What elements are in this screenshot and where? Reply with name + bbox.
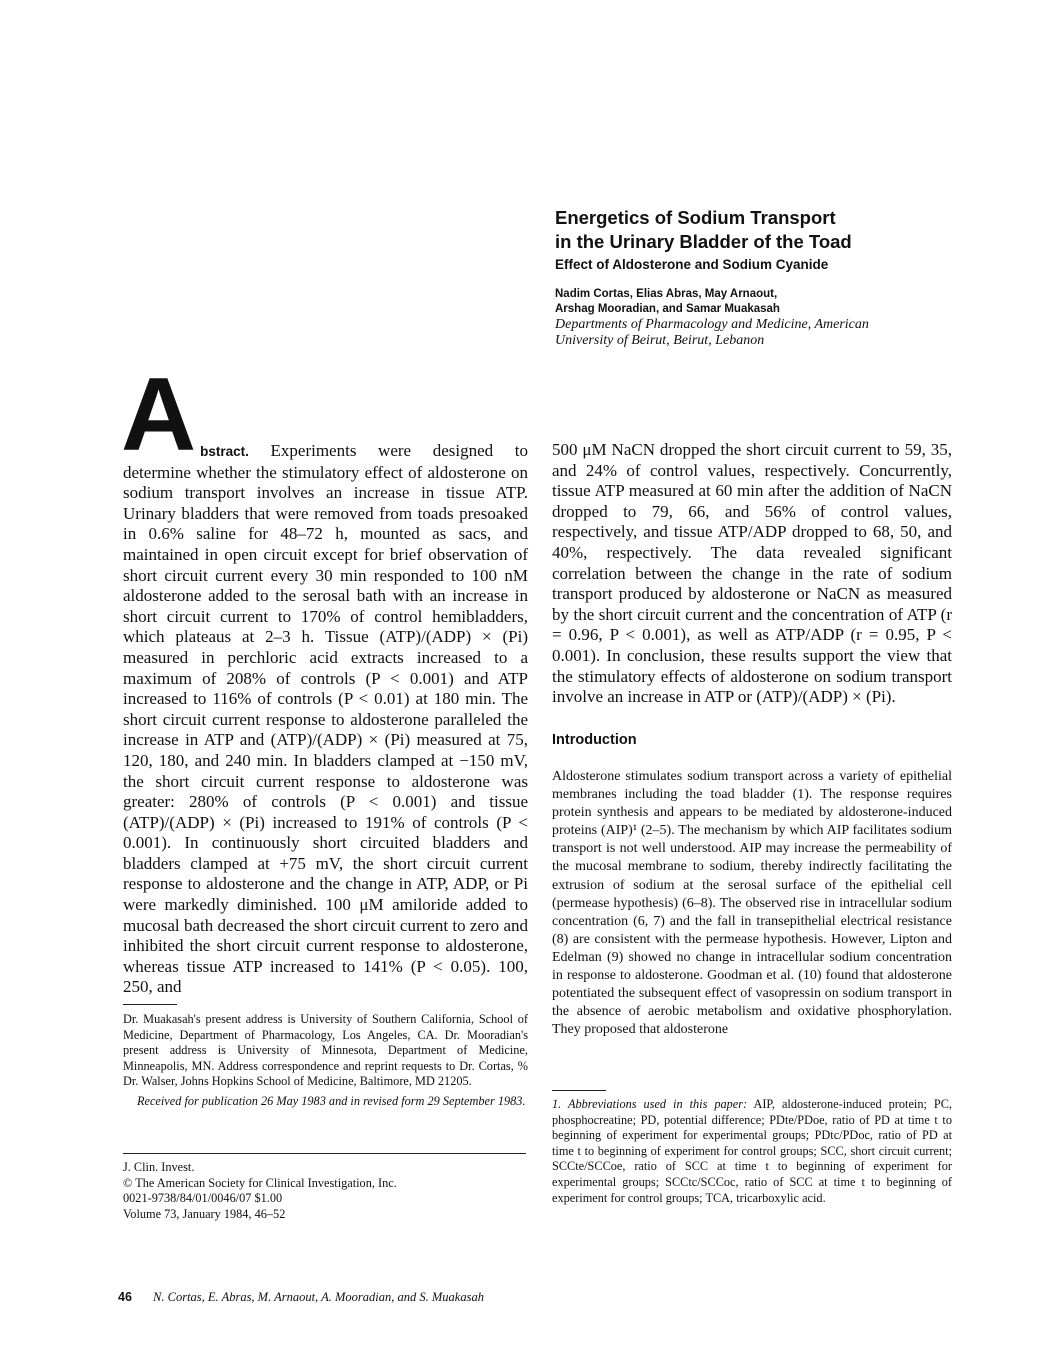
volume-line: Volume 73, January 1984, 46–52 — [123, 1206, 286, 1221]
address-note: Dr. Muakasah's present address is University of Southern California, School of Medicine, Department of Pharmacology, Los Angeles, CA. Dr. Mooradian's present address is University of Minnesota, Department of Medicine, Minneapolis, MN. Address correspondence and reprint requests to Dr. Cortas, % Dr. Walser, Johns Hopkins School of Medicine, Baltimore, MD 21205. — [123, 1012, 528, 1089]
issn-code: 0021-9738/84/01/0046/07 $1.00 — [123, 1191, 283, 1206]
title-line-1: Energetics of Sodium Transport — [555, 207, 836, 228]
title-line-2: in the Urinary Bladder of the Toad — [555, 231, 852, 252]
copyright-line: © The American Society for Clinical Investigation, Inc. — [123, 1175, 397, 1190]
footnote-lead: 1. Abbreviations used in this paper: — [552, 1097, 748, 1111]
page-number: 46 — [118, 1290, 132, 1304]
running-footer — [118, 1290, 484, 1305]
introduction-heading: Introduction — [552, 732, 637, 748]
authors-line-2: Arshag Mooradian, and Samar Muakasah — [555, 303, 780, 315]
abstract-part-1 — [121, 357, 528, 998]
footnote-divider — [552, 1090, 606, 1091]
notes-divider — [123, 1004, 177, 1005]
abbreviations-footnote — [552, 1097, 952, 1206]
introduction-text: Aldosterone stimulates sodium transport across a variety of epithelial membranes including the toad bladder (1). The response requires protein synthesis and appears to be mediated by aldosterone-induced proteins (AIP)¹ (2–5). The mechanism by which AIP facilitates sodium transport is not well understood. AIP may increase the permeability of the mucosal membrane to sodium, thereby indirectly facilitating the extrusion of sodium at the serosal surface of the epithelial cell (permease hypothesis) (6–8). The observed rise in intracellular sodium concentration (6, 7) and the fall in transepithelial electrical resistance (8) are consistent with the permease hypothesis. However, Lipton and Edelman (9) showed no change in intracellular sodium concentration in response to aldosterone. Goodman et al. (10) found that aldosterone potentiated the subsequent effect of vasopressin on sodium transport in the absence of aerobic metabolism and oxidative phosphorylation. They proposed that aldosterone — [552, 769, 952, 1038]
article-subtitle: Effect of Aldosterone and Sodium Cyanide — [555, 257, 829, 272]
affiliation — [555, 317, 975, 349]
pubinfo-divider — [123, 1153, 526, 1154]
journal-abbrev: J. Clin. Invest. — [123, 1160, 195, 1174]
author-list — [555, 287, 975, 317]
authors-line-1: Nadim Cortas, Elias Abras, May Arnaout, — [555, 288, 778, 300]
article-title — [555, 206, 975, 254]
affiliation-line-2: University of Beirut, Beirut, Lebanon — [555, 333, 765, 348]
abstract-heading: bstract. — [200, 444, 249, 459]
abstract-text-1: Experiments were designed to determine whether the stimulatory effect of aldosterone on sodium transport involves an increase in tissue ATP. Urinary bladders that were removed from toads presoaked in 0.6% saline for 48–72 h, mounted as sacs, and maintained in open circuit except for brief observation of short circuit current every 30 min responded to 100 nM aldosterone added to the serosal bath with an increase in short circuit current to 170% of control hemibladders, which plateaus at 2–3 h. Tissue (ATP)/(ADP) × (Pi) measured in perchloric acid extracts increased to a maximum of 208% of controls (P < 0.001) and ATP increased to 116% of controls (P < 0.01) at 180 min. The short circuit current response to aldosterone paralleled the increase in ATP and (ATP)/(ADP) × (Pi) measured at 75, 120, 180, and 240 min. In bladders clamped at −150 mV, the short circuit current response to aldosterone was greater: 280% of controls (P < 0.001) and tissue (ATP)/(ADP) × (Pi) increased to 191% of controls (P < 0.001). In continuously short circuited bladders and bladders clamped at +75 mV, the short circuit current response to aldosterone and the change in ATP, ADP, or Pi were markedly diminished. 100 μM amiloride added to mucosal bath decreased the short circuit current to zero and inhibited the short circuit current response to aldosterone, whereas tissue ATP increased to 141% (P < 0.05). 100, 250, and — [123, 441, 528, 997]
affiliation-line-1: Departments of Pharmacology and Medicine, American — [555, 317, 869, 332]
abstract-part-2: 500 μM NaCN dropped the short circuit current to 59, 35, and 24% of control values, respectively. Concurrently, tissue ATP measured at 60 min after the addition of NaCN dropped to 79, 66, and 56% of control values, respectively, and tissue ATP/ADP dropped to 68, 50, and 40%, respectively. The data revealed significant correlation between the change in the rate of sodium transport produced by aldosterone or NaCN as measured by the short circuit current and the concentration of ATP (r = 0.96, P < 0.001), as well as ATP/ADP (r = 0.95, P < 0.001). In conclusion, these results support the view that the stimulatory effects of aldosterone on sodium transport involve an increase in ATP or (ATP)/(ADP) × (Pi). — [552, 440, 952, 707]
footnote-text: AIP, aldosterone-induced protein; PC, phosphocreatine; PD, potential difference; PDte/PDoe, ratio of PD at time t to beginning of experiment for experimental groups; PDtc/PDoc, ratio of PD at time t to beginning of experiment for control groups; SCC, short circuit current; SCCte/SCCoe, ratio of SCC at time t to beginning of experiment for experimental groups; SCCtc/SCCoc, ratio of SCC at time t to beginning of experiment for control groups; TCA, tricarboxylic acid. — [552, 1097, 953, 1205]
author-notes — [123, 1012, 528, 1110]
publication-info — [123, 1160, 528, 1222]
abstract-dropcap: A — [121, 357, 197, 473]
running-authors: N. Cortas, E. Abras, M. Arnaout, A. Mooradian, and S. Muakasah — [153, 1290, 484, 1304]
received-note: Received for publication 26 May 1983 and in revised form 29 September 1983. — [137, 1093, 526, 1108]
title-block — [555, 206, 975, 349]
